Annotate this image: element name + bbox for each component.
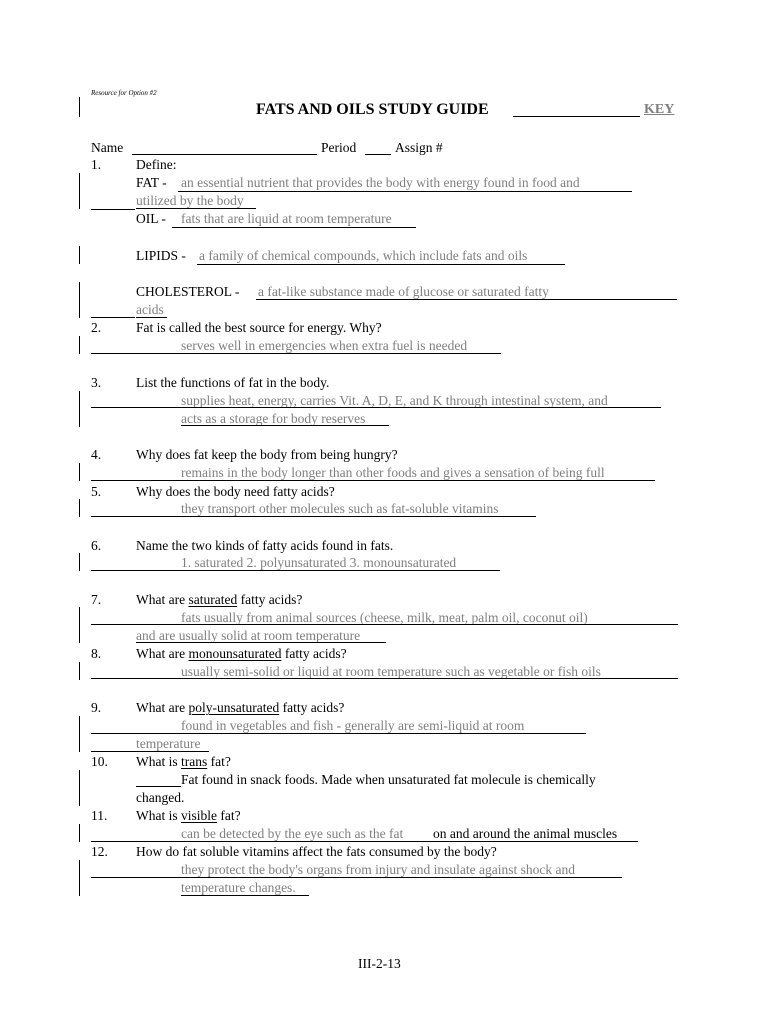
name-field[interactable] xyxy=(132,154,317,155)
question-prompt: How do fat soluble vitamins affect the fats consumed by the body? xyxy=(136,844,497,859)
margin-bar xyxy=(79,499,80,517)
answer-line xyxy=(91,353,501,354)
margin-bar xyxy=(79,97,80,117)
answer-line xyxy=(136,642,386,643)
key-label: KEY xyxy=(644,102,675,117)
name-label: Name xyxy=(91,140,124,155)
fat-answer-continued: utilized by the body xyxy=(136,193,244,208)
answer-text: fats usually from animal sources (cheese, milk, meat, palm oil, coconut oil) xyxy=(181,610,588,625)
margin-bar xyxy=(79,607,80,643)
question-number: 12. xyxy=(91,844,108,859)
answer-text: they transport other molecules such as fat-soluble vitamins xyxy=(181,501,499,516)
answer-line xyxy=(197,264,565,265)
margin-bar xyxy=(79,246,80,264)
answer-text: remains in the body longer than other foods and gives a sensation of being full xyxy=(181,465,605,480)
question-number: 11. xyxy=(91,808,108,823)
margin-bar xyxy=(79,662,80,680)
lipids-answer: a family of chemical compounds, which include fats and oils xyxy=(199,248,528,263)
answer-line xyxy=(91,678,678,679)
question-number: 6. xyxy=(91,538,102,553)
title-blank-line xyxy=(513,116,640,117)
margin-bar xyxy=(79,282,80,318)
answer-line xyxy=(91,570,500,571)
question-prompt: Why does fat keep the body from being hungry? xyxy=(136,447,398,462)
cholesterol-label: CHOLESTEROL - xyxy=(136,284,240,299)
margin-bar xyxy=(79,173,80,209)
answer-text: serves well in emergencies when extra fuel is needed xyxy=(181,338,468,353)
question-prompt: Name the two kinds of fatty acids found in fats. xyxy=(136,538,394,553)
answer-line xyxy=(181,895,309,896)
question-prompt: List the functions of fat in the body. xyxy=(136,375,330,390)
oil-answer: fats that are liquid at room temperature xyxy=(181,211,392,226)
question-prompt: What are monounsaturated fatty acids? xyxy=(136,646,347,661)
question-prompt: Fat is called the best source for energy. Why? xyxy=(136,320,382,335)
period-label: Period xyxy=(321,140,357,155)
question-number: 5. xyxy=(91,484,102,499)
question-number: 4. xyxy=(91,447,102,462)
answer-line xyxy=(91,516,536,517)
cholesterol-answer: a fat-like substance made of glucose or saturated fatty xyxy=(258,284,549,299)
answer-text-continued: and are usually solid at room temperature xyxy=(136,628,361,643)
answer-text-emphasis: on and around the animal muscles xyxy=(433,826,618,841)
question-prompt: What is visible fat? xyxy=(136,808,241,823)
margin-bar xyxy=(79,824,80,842)
answer-line xyxy=(136,317,167,318)
fat-answer: an essential nutrient that provides the body with energy found in food and xyxy=(181,175,580,190)
answer-line xyxy=(178,191,632,192)
question-number: 8. xyxy=(91,646,102,661)
answer-text-continued: temperature changes. xyxy=(181,880,296,895)
oil-label: OIL - xyxy=(136,211,166,226)
answer-text: can be detected by the eye such as the fat xyxy=(181,826,404,841)
margin-bar xyxy=(79,770,80,806)
answer-line xyxy=(91,480,655,481)
question-number: 3. xyxy=(91,375,102,390)
answer-line xyxy=(91,877,622,878)
answer-line xyxy=(136,208,256,209)
question-number: 9. xyxy=(91,700,102,715)
answer-text-continued: changed. xyxy=(136,790,185,805)
answer-line xyxy=(91,209,135,210)
question-number: 7. xyxy=(91,592,102,607)
question-prompt: What are saturated fatty acids? xyxy=(136,592,303,607)
answer-line xyxy=(91,407,661,408)
answer-text: found in vegetables and fish - generally are semi-liquid at room xyxy=(181,718,525,733)
question-number: 2. xyxy=(91,320,102,335)
question-prompt: Define: xyxy=(136,157,177,172)
answer-line xyxy=(172,227,416,228)
period-field[interactable] xyxy=(365,154,391,155)
answer-text-continued: acts as a storage for body reserves xyxy=(181,411,366,426)
margin-bar xyxy=(79,463,80,481)
answer-text: Fat found in snack foods. Made when unsaturated fat molecule is chemically xyxy=(181,772,596,787)
lipids-label: LIPIDS - xyxy=(136,248,186,263)
cholesterol-answer-continued: acids xyxy=(136,302,164,317)
answer-text-continued: temperature xyxy=(136,736,201,751)
margin-bar xyxy=(79,336,80,354)
answer-line xyxy=(91,624,678,625)
margin-bar xyxy=(79,860,80,896)
answer-line xyxy=(136,786,181,787)
answer-text: supplies heat, energy, carries Vit. A, D, E, and K through intestinal system, and xyxy=(181,393,608,408)
page-title: FATS AND OILS STUDY GUIDE xyxy=(256,101,489,118)
question-prompt: What is trans fat? xyxy=(136,754,231,769)
answer-line xyxy=(91,317,135,318)
question-number: 1. xyxy=(91,157,102,172)
fat-label: FAT - xyxy=(136,175,167,190)
answer-line xyxy=(91,733,586,734)
question-prompt: Why does the body need fatty acids? xyxy=(136,484,335,499)
answer-text: 1. saturated 2. polyunsaturated 3. monounsaturated xyxy=(181,555,457,570)
answer-line xyxy=(91,751,209,752)
answer-text: they protect the body's organs from injury and insulate against shock and xyxy=(181,862,575,877)
answer-line xyxy=(256,299,677,300)
question-number: 10. xyxy=(91,754,108,769)
assign-label: Assign # xyxy=(395,140,443,155)
margin-bar xyxy=(79,553,80,571)
question-prompt: What are poly-unsaturated fatty acids? xyxy=(136,700,345,715)
margin-bar xyxy=(79,391,80,427)
page-number: III-2-13 xyxy=(358,956,401,971)
answer-line xyxy=(181,425,389,426)
answer-text: usually semi-solid or liquid at room temperature such as vegetable or fish oils xyxy=(181,664,601,679)
margin-bar xyxy=(79,716,80,752)
answer-line xyxy=(91,841,638,842)
resource-note: Resource for Option #2 xyxy=(91,89,157,97)
